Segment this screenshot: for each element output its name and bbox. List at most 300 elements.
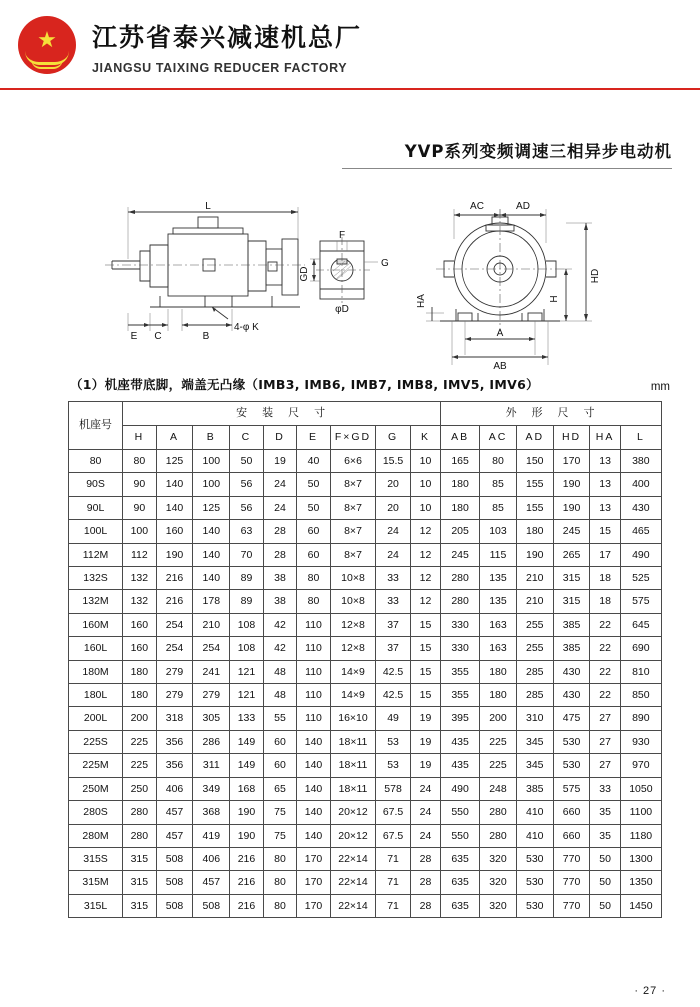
cell-AC: 85 bbox=[480, 473, 517, 496]
cell-C: 70 bbox=[230, 543, 264, 566]
cell-A: 508 bbox=[156, 894, 193, 917]
cell-AB: 395 bbox=[441, 707, 480, 730]
header-AC: AC bbox=[480, 426, 517, 450]
cell-AB: 435 bbox=[441, 730, 480, 753]
dim-label-H: H bbox=[549, 295, 560, 303]
cell-HA: 13 bbox=[590, 496, 620, 519]
cell-G: 53 bbox=[376, 754, 411, 777]
header-HA: HA bbox=[590, 426, 620, 450]
dimensions-table-wrap bbox=[0, 393, 700, 918]
header-AB: AB bbox=[441, 426, 480, 450]
cell-G: 20 bbox=[376, 473, 411, 496]
table-row bbox=[69, 590, 662, 613]
cell-A: 140 bbox=[156, 496, 193, 519]
cell-AC: 180 bbox=[480, 684, 517, 707]
cell-C: 63 bbox=[230, 520, 264, 543]
header-K: K bbox=[410, 426, 440, 450]
header-seat-number: 机座号 bbox=[69, 402, 123, 450]
cell-L: 430 bbox=[620, 496, 661, 519]
cell-D: 19 bbox=[263, 450, 297, 473]
cell-seat-number: 160L bbox=[69, 637, 123, 660]
cell-E: 170 bbox=[297, 847, 331, 870]
cell-seat-number: 315M bbox=[69, 871, 123, 894]
dim-label-K: 4-φ K bbox=[234, 322, 259, 333]
cell-HA: 22 bbox=[590, 684, 620, 707]
table-note: （1）机座带底脚，端盖无凸缘（IMB3, IMB6, IMB7, IMB8, IMV5, IMV6） bbox=[70, 377, 539, 392]
cell-HD: 170 bbox=[553, 450, 590, 473]
cell-FxGD: 20×12 bbox=[330, 824, 375, 847]
dim-label-AC: AC bbox=[470, 201, 484, 212]
cell-C: 216 bbox=[230, 871, 264, 894]
cell-L: 970 bbox=[620, 754, 661, 777]
cell-FxGD: 16×10 bbox=[330, 707, 375, 730]
cell-AB: 635 bbox=[441, 847, 480, 870]
cell-HA: 22 bbox=[590, 613, 620, 636]
cell-FxGD: 6×6 bbox=[330, 450, 375, 473]
cell-AB: 355 bbox=[441, 684, 480, 707]
cell-G: 42.5 bbox=[376, 660, 411, 683]
cell-AD: 385 bbox=[516, 777, 553, 800]
cell-AC: 248 bbox=[480, 777, 517, 800]
cell-AB: 245 bbox=[441, 543, 480, 566]
cell-B: 508 bbox=[193, 894, 230, 917]
cell-seat-number: 225M bbox=[69, 754, 123, 777]
cell-D: 48 bbox=[263, 684, 297, 707]
cell-AB: 180 bbox=[441, 496, 480, 519]
cell-L: 850 bbox=[620, 684, 661, 707]
page-title: YVP系列变频调速三相异步电动机 bbox=[404, 142, 672, 161]
cell-D: 80 bbox=[263, 894, 297, 917]
cell-L: 890 bbox=[620, 707, 661, 730]
cell-AC: 135 bbox=[480, 567, 517, 590]
cell-HD: 265 bbox=[553, 543, 590, 566]
cell-AD: 530 bbox=[516, 847, 553, 870]
cell-H: 160 bbox=[123, 637, 157, 660]
cell-H: 225 bbox=[123, 754, 157, 777]
cell-AB: 635 bbox=[441, 871, 480, 894]
cell-E: 110 bbox=[297, 613, 331, 636]
cell-HA: 22 bbox=[590, 637, 620, 660]
cell-seat-number: 315L bbox=[69, 894, 123, 917]
cell-C: 216 bbox=[230, 847, 264, 870]
cell-HD: 530 bbox=[553, 730, 590, 753]
cell-AB: 490 bbox=[441, 777, 480, 800]
cell-B: 100 bbox=[193, 473, 230, 496]
table-row bbox=[69, 754, 662, 777]
cell-AB: 180 bbox=[441, 473, 480, 496]
cell-AB: 355 bbox=[441, 660, 480, 683]
cell-AD: 530 bbox=[516, 871, 553, 894]
cell-AC: 320 bbox=[480, 847, 517, 870]
cell-AC: 320 bbox=[480, 871, 517, 894]
cell-AC: 225 bbox=[480, 754, 517, 777]
cell-HA: 33 bbox=[590, 777, 620, 800]
cell-G: 49 bbox=[376, 707, 411, 730]
cell-AC: 135 bbox=[480, 590, 517, 613]
cell-AD: 345 bbox=[516, 730, 553, 753]
header-C: C bbox=[230, 426, 264, 450]
cell-E: 170 bbox=[297, 894, 331, 917]
cell-L: 1350 bbox=[620, 871, 661, 894]
cell-B: 311 bbox=[193, 754, 230, 777]
unit-label: mm bbox=[650, 381, 670, 393]
cell-HA: 15 bbox=[590, 520, 620, 543]
table-body bbox=[69, 450, 662, 918]
cell-K: 24 bbox=[410, 777, 440, 800]
cell-AC: 103 bbox=[480, 520, 517, 543]
cell-FxGD: 20×12 bbox=[330, 801, 375, 824]
cell-HD: 245 bbox=[553, 520, 590, 543]
cell-seat-number: 80 bbox=[69, 450, 123, 473]
cell-K: 10 bbox=[410, 496, 440, 519]
cell-K: 15 bbox=[410, 613, 440, 636]
table-row bbox=[69, 613, 662, 636]
dim-label-GD: GD bbox=[299, 266, 310, 282]
cell-AD: 180 bbox=[516, 520, 553, 543]
cell-E: 110 bbox=[297, 637, 331, 660]
cell-HD: 430 bbox=[553, 684, 590, 707]
cell-K: 15 bbox=[410, 637, 440, 660]
cell-G: 20 bbox=[376, 496, 411, 519]
cell-L: 525 bbox=[620, 567, 661, 590]
cell-HD: 770 bbox=[553, 894, 590, 917]
cell-E: 60 bbox=[297, 543, 331, 566]
cell-seat-number: 180M bbox=[69, 660, 123, 683]
star-icon: ★ bbox=[37, 27, 57, 53]
header-H: H bbox=[123, 426, 157, 450]
cell-L: 380 bbox=[620, 450, 661, 473]
cell-D: 28 bbox=[263, 520, 297, 543]
cell-H: 315 bbox=[123, 871, 157, 894]
cell-B: 368 bbox=[193, 801, 230, 824]
cell-L: 1450 bbox=[620, 894, 661, 917]
cell-L: 645 bbox=[620, 613, 661, 636]
cell-AB: 280 bbox=[441, 567, 480, 590]
dimensions-table bbox=[68, 401, 662, 918]
table-row bbox=[69, 777, 662, 800]
motor-dimension-drawing bbox=[0, 179, 700, 369]
cell-A: 508 bbox=[156, 871, 193, 894]
cell-FxGD: 8×7 bbox=[330, 520, 375, 543]
cell-D: 75 bbox=[263, 801, 297, 824]
cell-C: 168 bbox=[230, 777, 264, 800]
cell-AB: 280 bbox=[441, 590, 480, 613]
dim-label-F: F bbox=[338, 230, 346, 241]
cell-H: 180 bbox=[123, 684, 157, 707]
table-row bbox=[69, 660, 662, 683]
cell-HD: 575 bbox=[553, 777, 590, 800]
cell-H: 90 bbox=[123, 496, 157, 519]
dim-label-AD: AD bbox=[516, 201, 530, 212]
header-group-outline: 外 形 尺 寸 bbox=[441, 402, 662, 426]
header-divider bbox=[0, 88, 700, 90]
cell-L: 930 bbox=[620, 730, 661, 753]
cell-E: 110 bbox=[297, 684, 331, 707]
cell-E: 140 bbox=[297, 824, 331, 847]
cell-FxGD: 12×8 bbox=[330, 637, 375, 660]
header-D: D bbox=[263, 426, 297, 450]
table-row bbox=[69, 847, 662, 870]
cell-A: 254 bbox=[156, 613, 193, 636]
cell-G: 33 bbox=[376, 567, 411, 590]
cell-FxGD: 14×9 bbox=[330, 660, 375, 683]
cell-FxGD: 22×14 bbox=[330, 871, 375, 894]
cell-FxGD: 8×7 bbox=[330, 543, 375, 566]
cell-A: 190 bbox=[156, 543, 193, 566]
dim-label-B: B bbox=[202, 331, 210, 342]
cell-FxGD: 10×8 bbox=[330, 567, 375, 590]
cell-D: 65 bbox=[263, 777, 297, 800]
table-row bbox=[69, 684, 662, 707]
cell-H: 80 bbox=[123, 450, 157, 473]
cell-HD: 530 bbox=[553, 754, 590, 777]
header-E: E bbox=[297, 426, 331, 450]
cell-D: 75 bbox=[263, 824, 297, 847]
cell-L: 1050 bbox=[620, 777, 661, 800]
cell-E: 50 bbox=[297, 473, 331, 496]
cell-HD: 770 bbox=[553, 847, 590, 870]
cell-seat-number: 315S bbox=[69, 847, 123, 870]
cell-HD: 315 bbox=[553, 567, 590, 590]
cell-AC: 115 bbox=[480, 543, 517, 566]
cell-E: 60 bbox=[297, 520, 331, 543]
cell-HA: 27 bbox=[590, 707, 620, 730]
cell-A: 318 bbox=[156, 707, 193, 730]
cell-C: 121 bbox=[230, 660, 264, 683]
cell-HD: 385 bbox=[553, 637, 590, 660]
cell-K: 10 bbox=[410, 450, 440, 473]
cell-K: 12 bbox=[410, 590, 440, 613]
header-G: G bbox=[376, 426, 411, 450]
section-title-block bbox=[0, 138, 672, 169]
cell-seat-number: 90S bbox=[69, 473, 123, 496]
cell-D: 60 bbox=[263, 754, 297, 777]
cell-B: 286 bbox=[193, 730, 230, 753]
cell-L: 400 bbox=[620, 473, 661, 496]
table-row bbox=[69, 894, 662, 917]
cell-B: 457 bbox=[193, 871, 230, 894]
cell-E: 170 bbox=[297, 871, 331, 894]
cell-HA: 13 bbox=[590, 450, 620, 473]
cell-HA: 18 bbox=[590, 567, 620, 590]
cell-FxGD: 8×7 bbox=[330, 496, 375, 519]
cell-seat-number: 160M bbox=[69, 613, 123, 636]
cell-E: 140 bbox=[297, 801, 331, 824]
cell-K: 15 bbox=[410, 660, 440, 683]
cell-C: 56 bbox=[230, 496, 264, 519]
company-name-cn: 江苏省泰兴减速机总厂 bbox=[92, 23, 363, 52]
cell-AD: 345 bbox=[516, 754, 553, 777]
cell-L: 490 bbox=[620, 543, 661, 566]
cell-E: 110 bbox=[297, 660, 331, 683]
cell-D: 80 bbox=[263, 871, 297, 894]
cell-C: 56 bbox=[230, 473, 264, 496]
cell-seat-number: 280S bbox=[69, 801, 123, 824]
cell-C: 108 bbox=[230, 613, 264, 636]
cell-A: 254 bbox=[156, 637, 193, 660]
cell-FxGD: 10×8 bbox=[330, 590, 375, 613]
cell-L: 465 bbox=[620, 520, 661, 543]
cell-D: 60 bbox=[263, 730, 297, 753]
cell-H: 280 bbox=[123, 801, 157, 824]
cell-HA: 50 bbox=[590, 871, 620, 894]
table-group-header-row bbox=[69, 402, 662, 426]
cell-AC: 280 bbox=[480, 824, 517, 847]
cell-B: 140 bbox=[193, 543, 230, 566]
cell-H: 180 bbox=[123, 660, 157, 683]
cell-D: 24 bbox=[263, 473, 297, 496]
dim-label-L: L bbox=[205, 201, 211, 212]
cell-B: 100 bbox=[193, 450, 230, 473]
cell-seat-number: 112M bbox=[69, 543, 123, 566]
cell-L: 575 bbox=[620, 590, 661, 613]
cell-AB: 550 bbox=[441, 801, 480, 824]
cell-H: 315 bbox=[123, 894, 157, 917]
cell-AD: 190 bbox=[516, 543, 553, 566]
cell-AC: 163 bbox=[480, 613, 517, 636]
cell-HD: 430 bbox=[553, 660, 590, 683]
cell-AC: 180 bbox=[480, 660, 517, 683]
dim-label-E: E bbox=[130, 331, 138, 342]
table-row bbox=[69, 450, 662, 473]
cell-G: 67.5 bbox=[376, 801, 411, 824]
cell-A: 457 bbox=[156, 801, 193, 824]
cell-AD: 285 bbox=[516, 684, 553, 707]
cell-seat-number: 100L bbox=[69, 520, 123, 543]
cell-H: 280 bbox=[123, 824, 157, 847]
cell-A: 160 bbox=[156, 520, 193, 543]
cell-G: 24 bbox=[376, 543, 411, 566]
cell-B: 254 bbox=[193, 637, 230, 660]
cell-K: 24 bbox=[410, 801, 440, 824]
cell-E: 50 bbox=[297, 496, 331, 519]
cell-A: 216 bbox=[156, 590, 193, 613]
cell-A: 140 bbox=[156, 473, 193, 496]
cell-seat-number: 132S bbox=[69, 567, 123, 590]
cell-K: 19 bbox=[410, 707, 440, 730]
cell-seat-number: 200L bbox=[69, 707, 123, 730]
cell-B: 305 bbox=[193, 707, 230, 730]
header-FxGD: F×GD bbox=[330, 426, 375, 450]
cell-AD: 285 bbox=[516, 660, 553, 683]
cell-B: 125 bbox=[193, 496, 230, 519]
cell-G: 42.5 bbox=[376, 684, 411, 707]
cell-HA: 50 bbox=[590, 847, 620, 870]
cell-G: 67.5 bbox=[376, 824, 411, 847]
cell-HA: 22 bbox=[590, 660, 620, 683]
cell-L: 810 bbox=[620, 660, 661, 683]
cell-E: 140 bbox=[297, 730, 331, 753]
cell-K: 12 bbox=[410, 543, 440, 566]
cell-HD: 660 bbox=[553, 824, 590, 847]
cell-E: 140 bbox=[297, 777, 331, 800]
cell-HA: 18 bbox=[590, 590, 620, 613]
cell-HA: 27 bbox=[590, 730, 620, 753]
table-row bbox=[69, 520, 662, 543]
cell-AC: 200 bbox=[480, 707, 517, 730]
table-row bbox=[69, 824, 662, 847]
cell-G: 24 bbox=[376, 520, 411, 543]
cell-D: 55 bbox=[263, 707, 297, 730]
section-title-underline bbox=[342, 168, 672, 169]
company-logo-icon bbox=[18, 16, 76, 74]
cell-HA: 35 bbox=[590, 824, 620, 847]
cell-HD: 315 bbox=[553, 590, 590, 613]
cell-HD: 190 bbox=[553, 473, 590, 496]
cell-AB: 435 bbox=[441, 754, 480, 777]
dim-label-D: φD bbox=[335, 304, 349, 315]
cell-AB: 205 bbox=[441, 520, 480, 543]
cell-seat-number: 90L bbox=[69, 496, 123, 519]
cell-A: 279 bbox=[156, 684, 193, 707]
cell-D: 42 bbox=[263, 613, 297, 636]
cell-B: 241 bbox=[193, 660, 230, 683]
cell-K: 24 bbox=[410, 824, 440, 847]
cell-H: 90 bbox=[123, 473, 157, 496]
cell-A: 125 bbox=[156, 450, 193, 473]
header-HD: HD bbox=[553, 426, 590, 450]
cell-G: 37 bbox=[376, 637, 411, 660]
cell-K: 15 bbox=[410, 684, 440, 707]
cell-K: 12 bbox=[410, 520, 440, 543]
cell-H: 160 bbox=[123, 613, 157, 636]
cell-HD: 475 bbox=[553, 707, 590, 730]
cell-K: 12 bbox=[410, 567, 440, 590]
cell-L: 1180 bbox=[620, 824, 661, 847]
cell-HD: 190 bbox=[553, 496, 590, 519]
cell-FxGD: 14×9 bbox=[330, 684, 375, 707]
cell-D: 24 bbox=[263, 496, 297, 519]
cell-G: 33 bbox=[376, 590, 411, 613]
cell-B: 406 bbox=[193, 847, 230, 870]
drawing-svg bbox=[0, 179, 700, 369]
cell-C: 133 bbox=[230, 707, 264, 730]
cell-C: 89 bbox=[230, 590, 264, 613]
cell-B: 419 bbox=[193, 824, 230, 847]
cell-AB: 330 bbox=[441, 613, 480, 636]
cell-C: 216 bbox=[230, 894, 264, 917]
table-row bbox=[69, 871, 662, 894]
header-L: L bbox=[620, 426, 661, 450]
cell-HA: 35 bbox=[590, 801, 620, 824]
table-row bbox=[69, 496, 662, 519]
cell-K: 28 bbox=[410, 894, 440, 917]
cell-FxGD: 8×7 bbox=[330, 473, 375, 496]
cell-AD: 255 bbox=[516, 637, 553, 660]
cell-A: 356 bbox=[156, 730, 193, 753]
cell-AD: 210 bbox=[516, 590, 553, 613]
cell-AC: 225 bbox=[480, 730, 517, 753]
cell-AB: 635 bbox=[441, 894, 480, 917]
cell-AB: 550 bbox=[441, 824, 480, 847]
cell-FxGD: 18×11 bbox=[330, 777, 375, 800]
cell-H: 132 bbox=[123, 590, 157, 613]
cell-B: 140 bbox=[193, 520, 230, 543]
header-AD: AD bbox=[516, 426, 553, 450]
dim-label-AB: AB bbox=[493, 361, 507, 369]
table-row bbox=[69, 707, 662, 730]
cell-A: 457 bbox=[156, 824, 193, 847]
cell-D: 28 bbox=[263, 543, 297, 566]
cell-D: 80 bbox=[263, 847, 297, 870]
cell-D: 38 bbox=[263, 567, 297, 590]
table-row bbox=[69, 543, 662, 566]
cell-HD: 660 bbox=[553, 801, 590, 824]
cell-seat-number: 180L bbox=[69, 684, 123, 707]
cell-AB: 165 bbox=[441, 450, 480, 473]
table-row bbox=[69, 730, 662, 753]
cell-FxGD: 12×8 bbox=[330, 613, 375, 636]
